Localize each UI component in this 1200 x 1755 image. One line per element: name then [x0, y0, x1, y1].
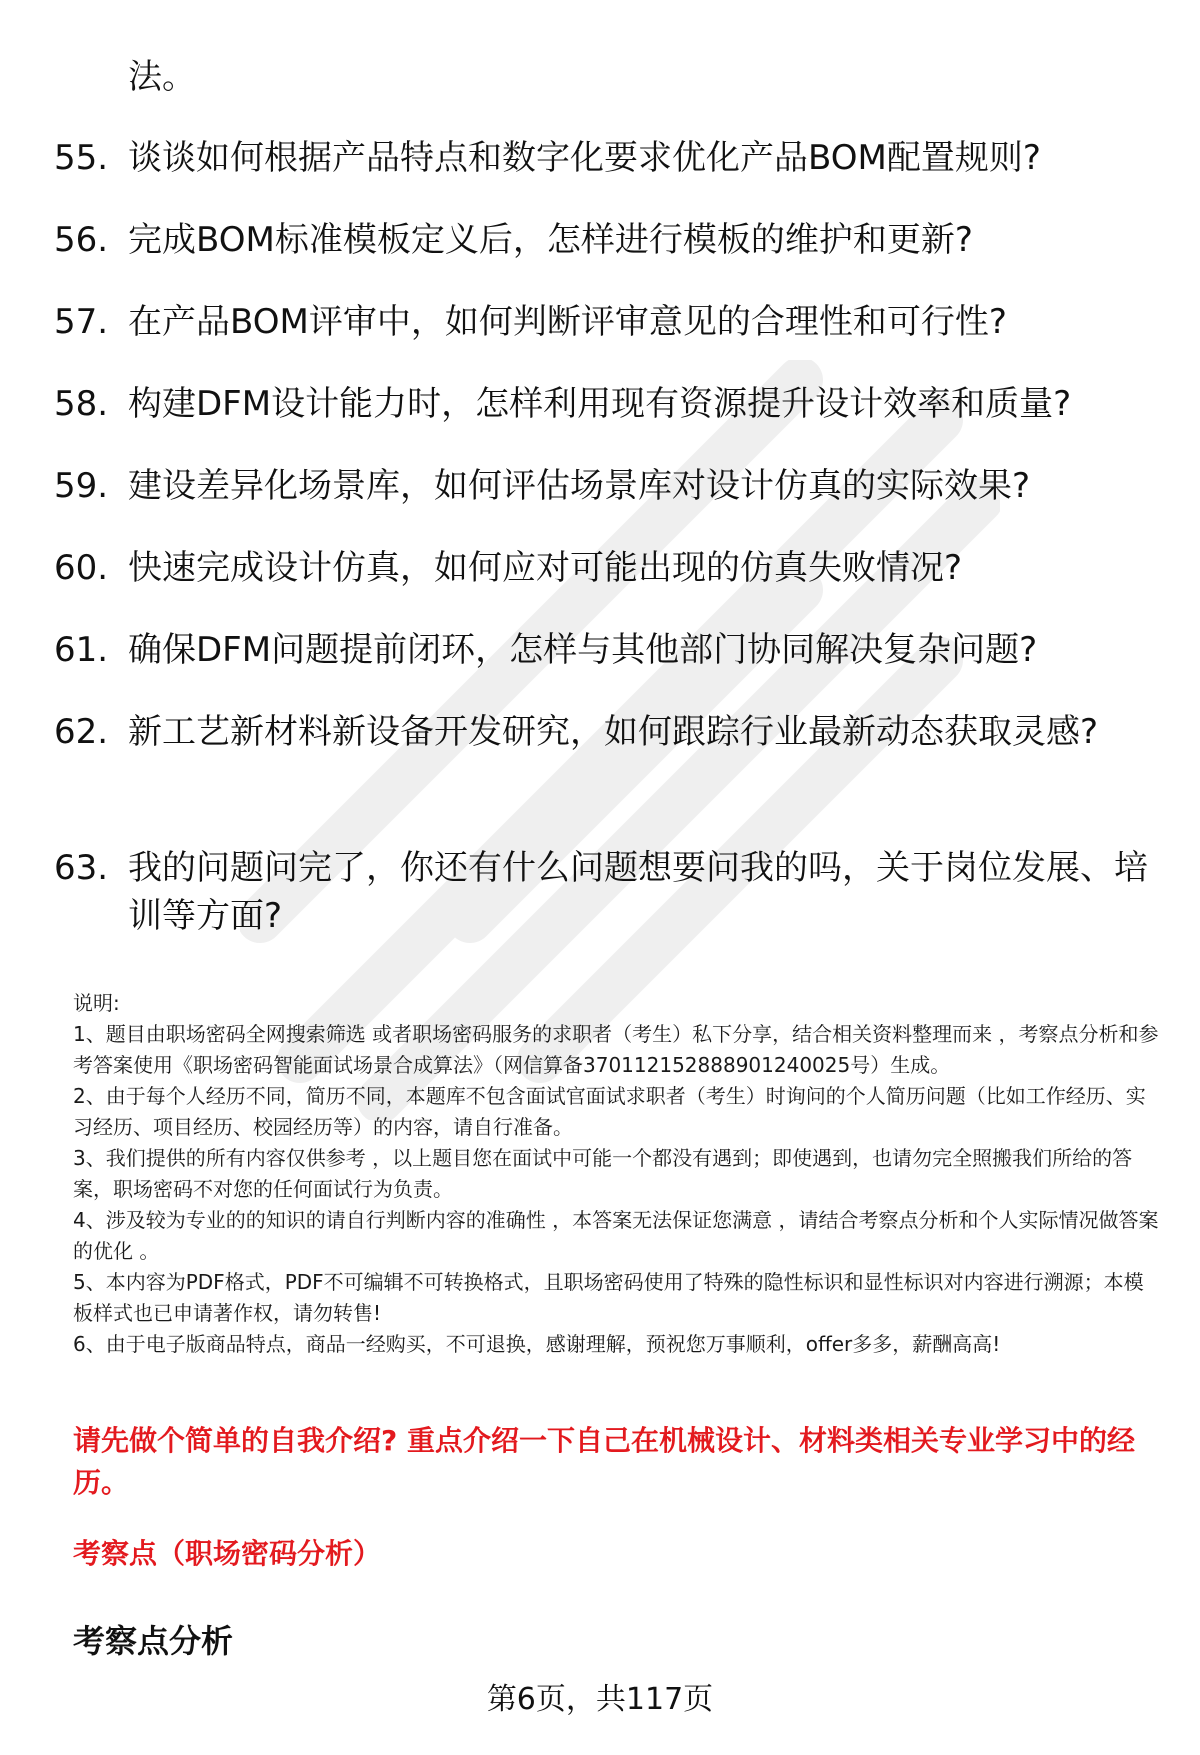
- question-number: 62.: [54, 712, 109, 752]
- page-footer: 第6页，共117页: [486, 1682, 714, 1717]
- section-heading: 考察点分析: [73, 1622, 234, 1660]
- question-number: 63.: [54, 848, 109, 888]
- question-text: 快速完成设计仿真，如何应对可能出现的仿真失败情况?: [128, 548, 963, 588]
- question-text: 在产品BOM评审中，如何判断评审意见的合理性和可行性?: [128, 302, 1007, 342]
- note-item: 1、题目由职场密码全网搜索筛选 或者职场密码服务的求职者（考生）私下分享，结合相关资料整理而来 ，考察点分析和参考答案使用《职场密码智能面试场景合成算法》（网信算备370112152888901240025号）生成。: [73, 1022, 1159, 1077]
- notes-title: 说明:: [73, 991, 120, 1015]
- note-item: 6、由于电子版商品特点，商品一经购买，不可退换，感谢理解，预祝您万事顺利，offer多多，薪酬高高!: [73, 1332, 1001, 1356]
- question-number: 58.: [54, 384, 109, 424]
- question-number: 61.: [54, 630, 109, 670]
- note-item: 4、涉及较为专业的的知识的请自行判断内容的准确性 ，本答案无法保证您满意 ，请结合考察点分析和个人实际情况做答案的优化 。: [73, 1208, 1159, 1263]
- question-text: 构建DFM设计能力时，怎样利用现有资源提升设计效率和质量?: [128, 384, 1072, 424]
- highlight-question: 请先做个简单的自我介绍? 重点介绍一下自己在机械设计、材料类相关专业学习中的经历。: [73, 1424, 1135, 1499]
- question-number: 56.: [54, 220, 109, 260]
- question-text: 我的问题问完了，你还有什么问题想要问我的吗，关于岗位发展、培训等方面?: [128, 848, 1148, 936]
- notes-section: [73, 988, 1163, 1360]
- question-number: 57.: [54, 302, 109, 342]
- note-item: 2、由于每个人经历不同，简历不同，本题库不包含面试官面试求职者（考生）时询问的个人简历问题（比如工作经历、实习经历、项目经历、校园经历等）的内容，请自行准备。: [73, 1084, 1146, 1139]
- question-text: 完成BOM标准模板定义后，怎样进行模板的维护和更新?: [128, 220, 973, 260]
- continuation-text: 法。: [128, 57, 196, 97]
- question-number: 59.: [54, 466, 109, 506]
- question-text: 新工艺新材料新设备开发研究，如何跟踪行业最新动态获取灵感?: [128, 712, 1099, 752]
- highlight-subtitle: 考察点（职场密码分析）: [73, 1537, 382, 1570]
- note-item: 3、我们提供的所有内容仅供参考 ，以上题目您在面试中可能一个都没有遇到；即使遇到，也请勿完全照搬我们所给的答案，职场密码不对您的任何面试行为负责。: [73, 1146, 1133, 1201]
- question-text: 谈谈如何根据产品特点和数字化要求优化产品BOM配置规则?: [128, 138, 1041, 178]
- question-text: 确保DFM问题提前闭环，怎样与其他部门协同解决复杂问题?: [128, 630, 1038, 670]
- question-number: 60.: [54, 548, 109, 588]
- question-text: 建设差异化场景库，如何评估场景库对设计仿真的实际效果?: [128, 466, 1031, 506]
- question-number: 55.: [54, 138, 109, 178]
- note-item: 5、本内容为PDF格式，PDF不可编辑不可转换格式，且职场密码使用了特殊的隐性标识和显性标识对内容进行溯源；本模板样式也已申请著作权，请勿转售!: [73, 1270, 1144, 1325]
